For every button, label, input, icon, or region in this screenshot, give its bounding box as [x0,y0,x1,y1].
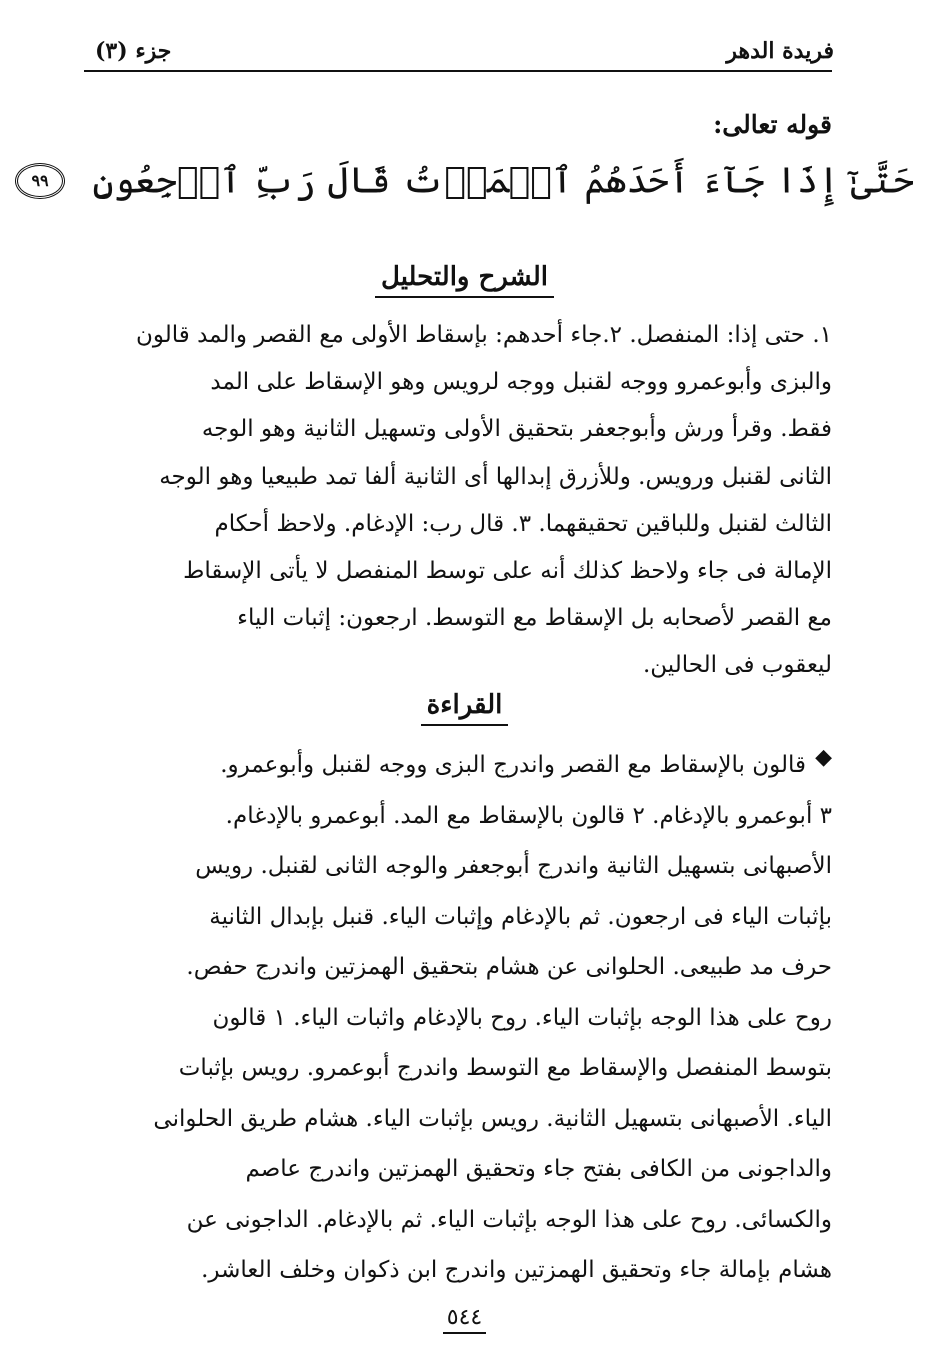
reading-paragraph [117,740,832,1296]
verse-text: حَتَّىٰٓ إِذَا جَآءَ أَحَدَهُمُ ٱلۡمَوۡتُ قَالَ رَبِّ ٱرۡجِعُونِ [92,160,914,202]
text-line: والبزى وأبوعمرو ووجه لقنبل ووجه لرويس وهو الإسقاط على المد [210,369,832,396]
text-line: مع القصر لأصحابه بل الإسقاط مع التوسط. ارجعون: إثبات الياء [237,605,832,632]
text-line: بتوسط المنفصل والإسقاط مع التوسط واندرج أبوعمرو. رويس بإثبات [178,1055,832,1081]
text-line: فقط. وقرأ ورش وأبوجعفر بتحقيق الأولى وتسهيل الثانية وهو الوجه [201,416,832,443]
text-line: الثانى لقنبل ورويس. وللأزرق إبدالها أى الثانية ألفا تمد طبيعيا وهو الوجه [159,463,832,490]
section-heading-reading [0,690,929,720]
text-line: الأصبهانى بتسهيل الثانية واندرج أبوجعفر والوجه الثانى لقنبل. رويس [195,853,832,879]
text-line: ١. حتى إذا: المنفصل. ٢.جاء أحدهم: بإسقاط الأولى مع القصر والمد قالون [136,322,832,348]
text-line: حرف مد طبيعى. الحلوانى عن هشام بتحقيق الهمزتين واندرج حفص. [186,954,832,980]
text-line: هشام بإمالة جاء وتحقيق الهمزتين واندرج ابن ذكوان وخلف العاشر. [201,1257,832,1283]
page-number-text: ٥٤٤ [443,1305,486,1334]
header-rule [84,70,832,72]
text-line: والكسائى. روح على هذا الوجه بإثبات الياء. ثم بالإدغام. الداجونى عن [186,1206,832,1233]
running-header-title: فريدة الدهر [726,38,834,64]
text-line: روح على هذا الوجه بإثبات الياء. روح بالإدغام واثبات الياء. ١ قالون [212,1004,832,1031]
text-line: الإمالة فى جاء ولاحظ كذلك أنه على توسط المنفصل لا يأتى الإسقاط [183,558,832,585]
text-line: الثالث لقنبل وللباقين تحقيقهما. ٣. قال رب: الإدغام. ولاحظ أحكام [214,510,832,537]
text-line: قالون بالإسقاط مع القصر واندرج البزى ووجه لقنبل وأبوعمرو. [220,752,806,778]
diamond-bullet-icon: ◆ [815,745,832,770]
running-header-part: جزء (٣) [95,38,172,64]
ayah-number-marker: ٩٩ [15,163,65,199]
text-line: والداجونى من الكافى بفتح جاء وتحقيق الهمزتين واندرج عاصم [245,1156,832,1182]
section-heading-explanation [0,262,929,292]
page-number [0,1305,929,1330]
text-line: ٣ أبوعمرو بالإدغام. ٢ قالون بالإسقاط مع المد. أبوعمرو بالإدغام. [225,802,832,829]
text-line: ليعقوب فى الحالين. [642,652,832,679]
text-line: الياء. الأصبهانى بتسهيل الثانية. رويس بإثبات الياء. هشام طريق الحلوانى [153,1105,832,1132]
explanation-paragraph [117,312,832,690]
section-heading-explanation-text: الشرح والتحليل [375,262,554,298]
text-line: بإثبات الياء فى ارجعون. ثم بالإدغام وإثبات الياء. قنبل بإبدال الثانية [209,903,832,930]
quran-verse [0,158,929,202]
section-heading-reading-text: القراءة [421,690,509,726]
intro-label: قوله تعالى: [713,110,832,139]
